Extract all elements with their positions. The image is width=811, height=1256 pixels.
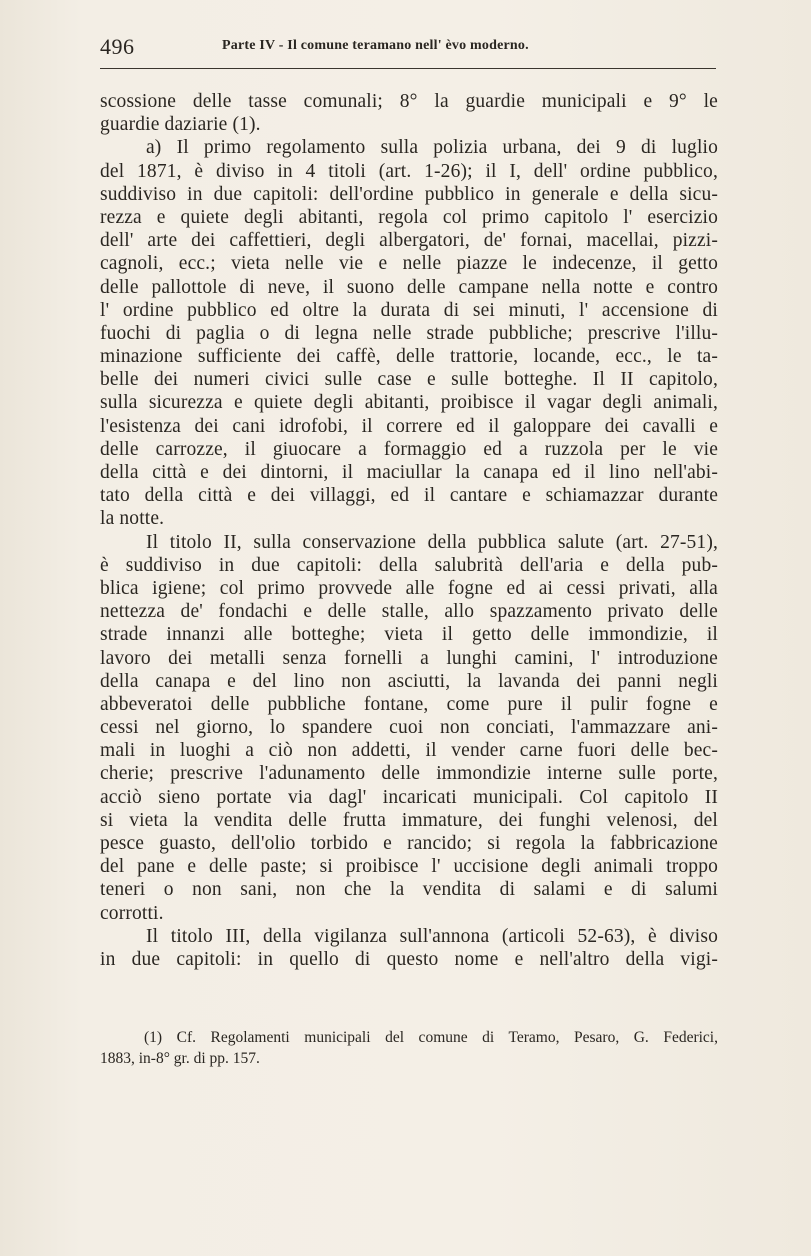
text-line: blica igiene; col primo provvede alle fogne ed ai cessi privati, alla xyxy=(100,577,718,599)
text-line: rezza e quiete degli abitanti, regola col primo capitolo l' esercizio xyxy=(100,206,718,228)
text-line: fuochi di paglia o di legna nelle strade pubbliche; prescrive l'illu- xyxy=(100,322,718,344)
text-line: delle pallottole di neve, il suono delle campane nella notte e contro xyxy=(100,276,718,298)
text-line: scossione delle tasse comunali; 8° la guardie municipali e 9° le xyxy=(100,91,718,112)
text-line: nettezza de' fondachi e delle stalle, allo spazzamento privato delle xyxy=(100,601,718,623)
text-line: Il titolo II, sulla conservazione della pubblica salute (art. 27-51), xyxy=(146,531,718,553)
text-line: l'esistenza dei cani idrofobi, il correre ed il galoppare dei cavalli e xyxy=(100,415,718,437)
text-line: minazione sufficiente dei caffè, delle trattorie, locande, ecc., le ta- xyxy=(100,346,718,368)
text-line: tato della città e dei villaggi, ed il cantare e schiamazzar durante xyxy=(100,485,718,507)
text-line: cessi nel giorno, lo spandere cuoi non conciati, l'ammazzare ani- xyxy=(100,717,718,739)
text-line: del 1871, è diviso in 4 titoli (art. 1-26); il I, dell' ordine pubblico, xyxy=(100,160,718,182)
text-line: Il titolo III, della vigilanza sull'annona (articoli 52-63), è diviso xyxy=(146,925,718,947)
text-line: la notte. xyxy=(100,508,165,530)
text-line: della canapa e del lino non asciutti, la lavanda dei panni negli xyxy=(100,670,718,692)
text-line: delle carrozze, il giuocare a formaggio ed a ruzzola per le vie xyxy=(100,438,718,460)
running-head xyxy=(100,34,720,60)
text-line: l' ordine pubblico ed oltre la durata di sei minuti, l' accensione di xyxy=(100,299,718,321)
text-line: si vieta la vendita delle frutta immature, dei funghi velenosi, del xyxy=(100,809,718,831)
text-line: sulla sicurezza e quiete degli abitanti, proibisce il vagar degli animali, xyxy=(100,392,718,414)
header-rule xyxy=(100,68,716,69)
text-line: dell' arte dei caffettieri, degli albergatori, de' fornai, macellai, pizzi- xyxy=(100,230,718,252)
text-line: teneri o non sani, non che la vendita di salami e di salumi xyxy=(100,879,718,901)
text-line: suddiviso in due capitoli: dell'ordine pubblico in generale e della sicu- xyxy=(100,183,718,205)
text-line: abbeveratoi delle pubbliche fontane, come pure il pulir fogne e xyxy=(100,693,718,715)
page-number: 496 xyxy=(100,34,135,59)
text-line: corrotti. xyxy=(100,902,164,924)
text-line: del pane e delle paste; si proibisce l' uccisione degli animali troppo xyxy=(100,856,718,878)
text-line: belle dei numeri civici sulle case e sulle botteghe. Il II capitolo, xyxy=(100,369,718,391)
text-line: cagnoli, ecc.; vieta nelle vie e nelle piazze le indecenze, il getto xyxy=(100,253,718,275)
running-title: Parte IV - Il comune teramano nell' èvo moderno. xyxy=(222,38,529,53)
footnote xyxy=(100,1027,718,1069)
text-line: mali in luoghi a ciò non addetti, il vender carne fuori delle bec- xyxy=(100,740,718,762)
footnote-line: 1883, in-8° gr. di pp. 157. xyxy=(100,1050,260,1067)
text-line: strade innanzi alle botteghe; vieta il getto delle immondizie, il xyxy=(100,624,718,646)
text-line: pesce guasto, dell'olio torbido e rancido; si regola la fabbricazione xyxy=(100,833,718,854)
text-line: è suddiviso in due capitoli: della salubrità dell'aria e della pub- xyxy=(100,554,718,576)
text-line: guardie daziarie (1). xyxy=(100,114,261,136)
text-line: lavoro dei metalli senza fornelli a lunghi camini, l' introduzione xyxy=(100,647,718,669)
text-line: a) Il primo regolamento sulla polizia urbana, dei 9 di luglio xyxy=(146,137,718,159)
text-line: della città e dei dintorni, il maciullar la canapa ed il lino nell'abi- xyxy=(100,462,718,483)
body-text xyxy=(100,90,718,971)
text-line: cherie; prescrive l'adunamento delle immondizie interne sulle porte, xyxy=(100,763,718,785)
text-line: in due capitoli: in quello di questo nome e nell'altro della vigi- xyxy=(100,948,718,970)
footnote-line: (1) Cf. Regolamenti municipali del comune di Teramo, Pesaro, G. Federici, xyxy=(144,1029,718,1046)
text-line: acciò sieno portate via dagl' incaricati municipali. Col capitolo II xyxy=(100,786,718,808)
